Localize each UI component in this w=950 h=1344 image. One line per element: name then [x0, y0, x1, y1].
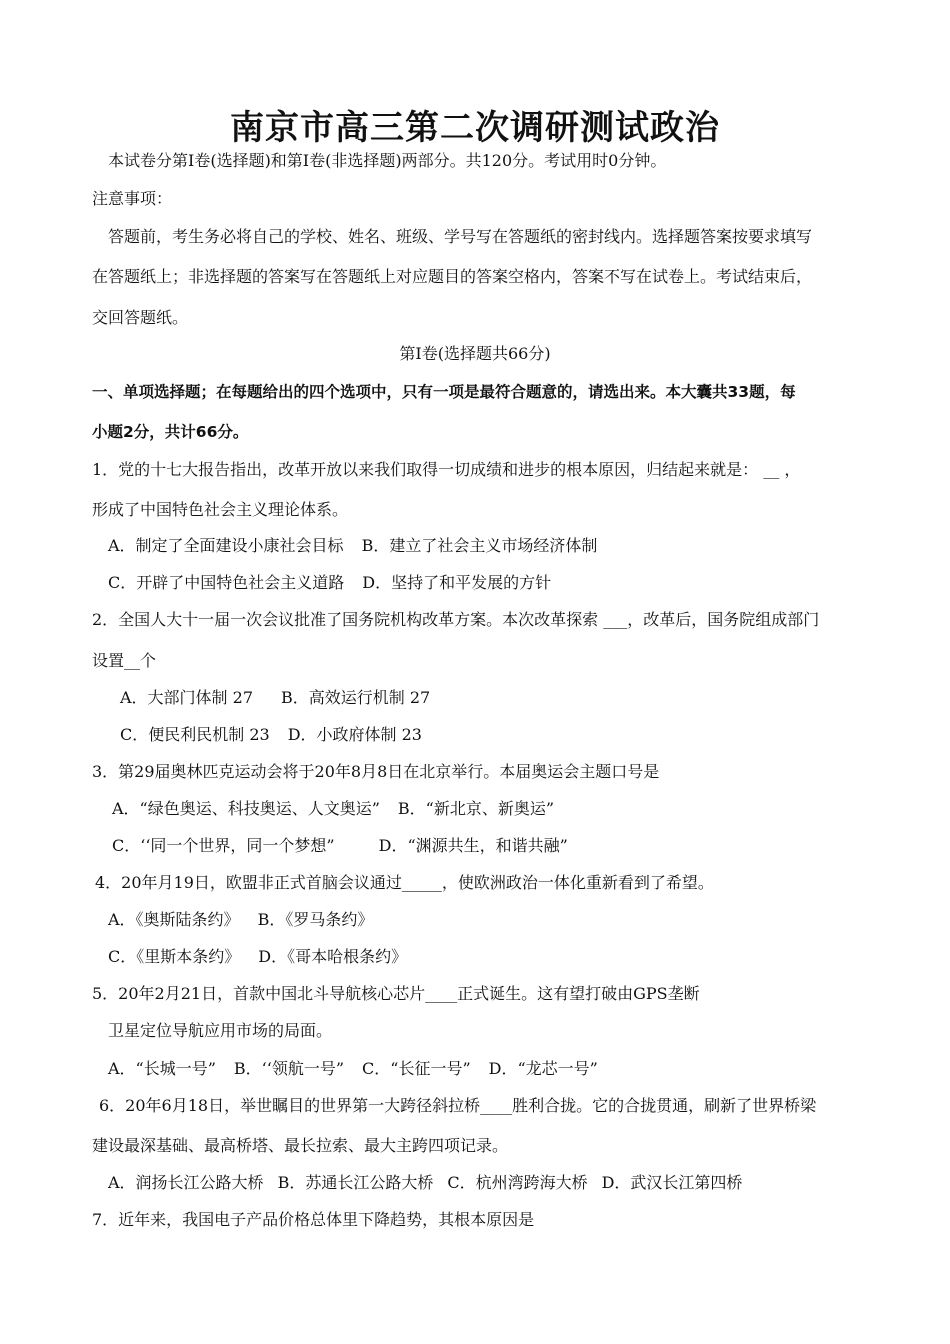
option-row	[120, 687, 430, 709]
option-row	[112, 835, 568, 857]
question-stem: 设置__个	[92, 651, 157, 670]
option-b: B．“新北京、新奥运”	[397, 799, 555, 818]
option-a: A．制定了全面建设小康社会目标	[108, 536, 344, 555]
option-d: D．《哥本哈根条约》	[258, 947, 408, 966]
option-row	[108, 535, 597, 557]
question-stem: 5．20年2月21日，首款中国北斗导航核心芯片____正式诞生。这有望打破由GPS垄断	[92, 984, 700, 1003]
intro-text: 本试卷分第Ⅰ卷(选择题)和第Ⅰ卷(非选择题)两部分。共120分。考试用时0分钟。	[108, 151, 667, 170]
option-row	[112, 798, 554, 820]
option-b: B．建立了社会主义市场经济体制	[361, 536, 598, 555]
option-row	[108, 909, 373, 931]
question-stem: 7．近年来，我国电子产品价格总体里下降趋势，其根本原因是	[92, 1210, 535, 1229]
option-b: B．‘‘领航一号”	[233, 1059, 345, 1078]
question-stem: 建设最深基础、最高桥塔、最长拉索、最大主跨四项记录。	[92, 1136, 509, 1155]
option-a: A．润扬长江公路大桥	[108, 1173, 264, 1192]
option-a: A．“长城一号”	[108, 1059, 216, 1078]
option-d: D．“渊源共生，和谐共融”	[378, 836, 568, 855]
instruction-line: 一、单项选择题；在每题给出的四个选项中，只有一项是最符合题意的，请选出来。本大囊共33题，每	[92, 383, 796, 401]
page-title: 南京市高三第二次调研测试政治	[230, 108, 720, 148]
option-d: D．“龙芯一号”	[488, 1059, 598, 1078]
question-stem: 1．党的十七大报告指出，改革开放以来我们取得一切成绩和进步的根本原因，归结起来就是： __ ，	[92, 460, 801, 479]
notice-heading: 注意事项：	[92, 189, 173, 208]
instruction-line: 小题2分，共计66分。	[92, 423, 249, 441]
option-c: C．便民利民机制 23	[120, 725, 270, 744]
question-stem: 形成了中国特色社会主义理论体系。	[92, 500, 349, 519]
option-b: B．高效运行机制 27	[281, 688, 431, 707]
option-c: C．《里斯本条约》	[108, 947, 241, 966]
notice-line: 答题前，考生务必将自己的学校、姓名、班级、学号写在答题纸的密封线内。选择题答案按要求填写	[108, 227, 813, 246]
question-stem: 3．第29届奥林匹克运动会将于20年8月8日在北京举行。本届奥运会主题口号是	[92, 762, 660, 781]
option-row	[108, 1172, 742, 1194]
option-d: D．武汉长江第四桥	[601, 1173, 743, 1192]
option-row	[120, 724, 422, 746]
option-b: B．苏通长江公路大桥	[277, 1173, 434, 1192]
option-a: A．《奥斯陆条约》	[108, 910, 240, 929]
notice-line: 在答题纸上；非选择题的答案写在答题纸上对应题目的答案空格内，答案不写在试卷上。考试结束后，	[92, 267, 813, 286]
option-a: A．大部门体制 27	[120, 688, 254, 707]
option-c: C．开辟了中国特色社会主义道路	[108, 573, 345, 592]
option-c: C．杭州湾跨海大桥	[447, 1173, 588, 1192]
option-d: D．坚持了和平发展的方针	[362, 573, 552, 592]
question-stem: 6．20年6月18日，举世瞩目的世界第一大跨径斜拉桥____胜利合拢。它的合拢贯通，刷新了世界桥梁	[99, 1096, 817, 1115]
option-a: A．“绿色奥运、科技奥运、人文奥运”	[112, 799, 380, 818]
section-title: 第Ⅰ卷(选择题共66分)	[399, 344, 551, 363]
question-stem: 2．全国人大十一届一次会议批准了国务院机构改革方案。本次改革探索 ___，改革后，国务院组成部门	[92, 610, 820, 629]
option-d: D．小政府体制 23	[287, 725, 422, 744]
option-c: C．“长征一号”	[362, 1059, 471, 1078]
question-stem: 卫星定位导航应用市场的局面。	[108, 1021, 333, 1040]
option-row	[108, 1058, 598, 1080]
question-stem: 4．20年月19日，欧盟非正式首脑会议通过_____，使欧洲政治一体化重新看到了希望。	[95, 873, 714, 892]
notice-line: 交回答题纸。	[92, 308, 189, 327]
option-row	[108, 946, 407, 968]
option-c: C．‘‘同一个世界，同一个梦想”	[112, 836, 335, 855]
option-b: B．《罗马条约》	[257, 910, 374, 929]
option-row	[108, 572, 551, 594]
